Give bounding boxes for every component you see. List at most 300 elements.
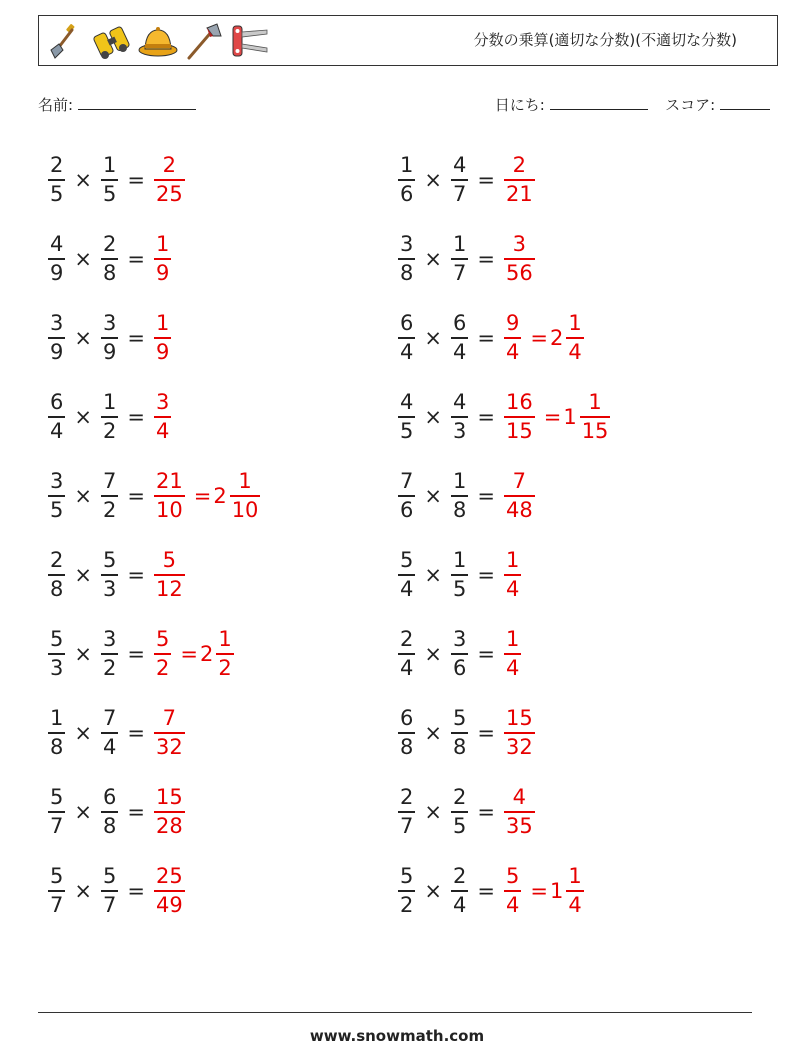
denominator: 4: [568, 892, 582, 917]
answer-fraction: [154, 547, 185, 601]
problem-row: [46, 140, 262, 219]
answer: [502, 468, 537, 522]
factor-b: [451, 705, 468, 759]
equals-sign: =: [127, 325, 145, 350]
numerator: 9: [505, 310, 520, 335]
mixed-whole: 1: [549, 878, 564, 903]
answer-equals-sign: =: [180, 641, 198, 666]
denominator: 6: [400, 181, 414, 206]
answer-fraction: [504, 705, 535, 759]
numerator: 1: [452, 547, 467, 572]
numerator: 5: [400, 863, 414, 888]
answer: [502, 784, 537, 838]
answer: [152, 389, 173, 443]
numerator: 2: [50, 547, 64, 572]
factor-a: [48, 626, 65, 680]
problem-row: [46, 535, 262, 614]
problem-row: [396, 456, 612, 535]
times-sign: ×: [424, 325, 442, 350]
numerator: 6: [452, 310, 467, 335]
problem-row: [396, 140, 612, 219]
mixed-fraction: [216, 626, 233, 680]
denominator: 9: [102, 339, 117, 364]
numerator: 21: [155, 468, 183, 493]
answer-fraction: [504, 547, 521, 601]
problem-row: [46, 693, 262, 772]
answer-fraction: [154, 468, 185, 522]
answer-equals-sign: =: [193, 483, 212, 508]
problems-right-column: [396, 140, 612, 930]
numerator: 3: [50, 310, 64, 335]
denominator: 4: [568, 339, 582, 364]
factor-a: [48, 547, 65, 601]
factor-b: [451, 626, 468, 680]
denominator: 5: [400, 418, 414, 443]
factor-b: [101, 468, 118, 522]
equals-sign: =: [477, 167, 495, 192]
numerator: 4: [452, 152, 467, 177]
equals-sign: =: [477, 325, 495, 350]
denominator: 4: [505, 339, 520, 364]
problem-row: [396, 693, 612, 772]
times-sign: ×: [424, 246, 442, 271]
answer-fraction: [154, 152, 185, 206]
name-blank[interactable]: [78, 95, 196, 110]
problems-left-column: [46, 140, 262, 930]
footer-divider: [38, 1012, 752, 1013]
answer-equals-sign: =: [543, 404, 562, 429]
problem-row: [396, 772, 612, 851]
factor-b: [451, 231, 468, 285]
factor-b: [101, 547, 118, 601]
answer: [152, 310, 173, 364]
numerator: 1: [568, 863, 582, 888]
times-sign: ×: [424, 720, 442, 745]
answer-fraction: [154, 784, 185, 838]
numerator: 7: [400, 468, 414, 493]
numerator: 6: [102, 784, 117, 809]
numerator: 2: [50, 152, 64, 177]
numerator: 4: [400, 389, 414, 414]
factor-a: [48, 389, 65, 443]
denominator: 8: [50, 576, 64, 601]
name-field: [38, 94, 196, 115]
denominator: 4: [102, 734, 117, 759]
factor-b: [451, 863, 468, 917]
equals-sign: =: [477, 799, 495, 824]
times-sign: ×: [74, 483, 92, 508]
numerator: 4: [50, 231, 64, 256]
denominator: 48: [505, 497, 533, 522]
footer-website: www.snowmath.com: [309, 1027, 485, 1045]
times-sign: ×: [74, 562, 92, 587]
factor-b: [101, 705, 118, 759]
factor-b: [451, 152, 468, 206]
header-icons: [45, 20, 271, 62]
date-label: 日にち:: [494, 96, 545, 114]
equals-sign: =: [127, 720, 145, 745]
answer: [502, 389, 612, 443]
factor-a: [398, 863, 415, 917]
numerator: 5: [162, 547, 177, 572]
equals-sign: =: [477, 483, 495, 508]
factor-a: [48, 705, 65, 759]
problem-row: [396, 614, 612, 693]
denominator: 9: [50, 260, 64, 285]
denominator: 56: [505, 260, 533, 285]
answer: [152, 705, 187, 759]
times-sign: ×: [74, 246, 92, 271]
numerator: 5: [102, 547, 117, 572]
times-sign: ×: [74, 641, 92, 666]
denominator: 4: [452, 339, 467, 364]
answer: [152, 547, 187, 601]
worksheet-header: [38, 15, 778, 66]
numerator: 2: [102, 231, 117, 256]
numerator: 16: [505, 389, 533, 414]
factor-a: [398, 152, 415, 206]
answer-fraction: [154, 389, 171, 443]
numerator: 6: [50, 389, 64, 414]
factor-b: [101, 310, 118, 364]
denominator: 35: [505, 813, 533, 838]
denominator: 4: [400, 576, 414, 601]
times-sign: ×: [74, 720, 92, 745]
times-sign: ×: [74, 325, 92, 350]
factor-b: [451, 784, 468, 838]
factor-b: [101, 152, 118, 206]
numerator: 1: [588, 389, 602, 414]
denominator: 4: [400, 655, 414, 680]
numerator: 1: [505, 626, 520, 651]
numerator: 15: [155, 784, 183, 809]
denominator: 3: [452, 418, 467, 443]
answer-fraction: [504, 152, 535, 206]
factor-a: [398, 784, 415, 838]
factor-b: [451, 547, 468, 601]
denominator: 15: [505, 418, 533, 443]
numerator: 25: [155, 863, 183, 888]
equals-sign: =: [127, 641, 145, 666]
mixed-whole: 1: [563, 404, 577, 429]
equals-sign: =: [127, 167, 145, 192]
denominator: 4: [505, 576, 520, 601]
denominator: 5: [102, 181, 117, 206]
numerator: 7: [102, 705, 117, 730]
answer: [152, 784, 187, 838]
answer-equals-sign: =: [530, 878, 548, 903]
numerator: 2: [162, 152, 177, 177]
factor-b: [101, 389, 118, 443]
denominator: 4: [505, 655, 520, 680]
factor-a: [398, 547, 415, 601]
numerator: 1: [452, 231, 467, 256]
denominator: 21: [505, 181, 533, 206]
denominator: 8: [400, 734, 414, 759]
numerator: 3: [155, 389, 170, 414]
numerator: 7: [162, 705, 177, 730]
problem-row: [396, 535, 612, 614]
numerator: 7: [512, 468, 527, 493]
factor-b: [451, 310, 468, 364]
denominator: 32: [155, 734, 183, 759]
numerator: 3: [512, 231, 527, 256]
mixed-fraction: [566, 310, 583, 364]
problem-row: [396, 377, 612, 456]
factor-a: [398, 389, 415, 443]
mixed-fraction: [566, 863, 583, 917]
mixed-whole: 2: [213, 483, 227, 508]
denominator: 5: [50, 497, 64, 522]
denominator: 2: [155, 655, 170, 680]
factor-b: [101, 784, 118, 838]
denominator: 2: [102, 497, 117, 522]
problem-row: [396, 298, 612, 377]
answer-fraction: [504, 389, 535, 443]
denominator: 4: [50, 418, 64, 443]
answer-fraction: [154, 310, 171, 364]
equals-sign: =: [127, 246, 145, 271]
equals-sign: =: [477, 246, 495, 271]
denominator: 49: [155, 892, 183, 917]
problem-row: [46, 614, 262, 693]
times-sign: ×: [424, 404, 442, 429]
numerator: 1: [452, 468, 467, 493]
denominator: 4: [400, 339, 414, 364]
denominator: 8: [102, 260, 117, 285]
shovel-icon: [45, 20, 87, 62]
answer: [502, 863, 586, 917]
numerator: 2: [452, 784, 467, 809]
factor-b: [101, 863, 118, 917]
times-sign: ×: [74, 167, 92, 192]
score-label: スコア:: [665, 96, 716, 114]
numerator: 4: [512, 784, 527, 809]
times-sign: ×: [74, 878, 92, 903]
denominator: 7: [452, 181, 467, 206]
date-blank[interactable]: [550, 95, 648, 110]
factor-a: [48, 231, 65, 285]
denominator: 28: [155, 813, 183, 838]
denominator: 15: [581, 418, 609, 443]
axe-icon: [183, 20, 225, 62]
problem-row: [46, 298, 262, 377]
numerator: 15: [505, 705, 533, 730]
answer: [502, 626, 523, 680]
answer: [152, 626, 236, 680]
equals-sign: =: [477, 878, 495, 903]
denominator: 9: [155, 339, 170, 364]
denominator: 4: [452, 892, 467, 917]
denominator: 8: [452, 497, 467, 522]
factor-b: [101, 231, 118, 285]
numerator: 1: [568, 310, 582, 335]
numerator: 3: [102, 626, 117, 651]
factor-a: [48, 863, 65, 917]
answer-equals-sign: =: [530, 325, 548, 350]
numerator: 7: [102, 468, 117, 493]
denominator: 4: [505, 892, 520, 917]
factor-a: [398, 231, 415, 285]
factor-b: [451, 389, 468, 443]
numerator: 3: [400, 231, 414, 256]
answer: [152, 468, 262, 522]
safari-hat-icon: [137, 20, 179, 62]
answer-fraction: [504, 626, 521, 680]
denominator: 9: [50, 339, 64, 364]
numerator: 5: [102, 863, 117, 888]
answer-fraction: [504, 231, 535, 285]
answer: [152, 863, 187, 917]
numerator: 5: [50, 784, 64, 809]
equals-sign: =: [127, 799, 145, 824]
problem-row: [46, 456, 262, 535]
denominator: 12: [155, 576, 183, 601]
denominator: 2: [102, 418, 117, 443]
numerator: 1: [505, 547, 520, 572]
factor-a: [48, 784, 65, 838]
answer: [502, 547, 523, 601]
numerator: 4: [452, 389, 467, 414]
answer-fraction: [504, 310, 521, 364]
problem-row: [396, 219, 612, 298]
name-label: 名前:: [38, 96, 74, 114]
numerator: 5: [155, 626, 170, 651]
numerator: 2: [512, 152, 527, 177]
times-sign: ×: [424, 483, 442, 508]
factor-a: [48, 468, 65, 522]
tape-measure-icon: [229, 20, 271, 62]
times-sign: ×: [424, 799, 442, 824]
denominator: 2: [400, 892, 414, 917]
times-sign: ×: [424, 878, 442, 903]
numerator: 3: [452, 626, 467, 651]
problem-row: [46, 851, 262, 930]
numerator: 1: [102, 389, 117, 414]
problem-row: [46, 377, 262, 456]
denominator: 25: [155, 181, 183, 206]
answer: [502, 152, 537, 206]
denominator: 2: [102, 655, 117, 680]
denominator: 6: [400, 497, 414, 522]
numerator: 1: [102, 152, 117, 177]
answer-fraction: [504, 784, 535, 838]
numerator: 3: [50, 468, 64, 493]
binoculars-icon: [91, 20, 133, 62]
answer-fraction: [504, 863, 521, 917]
numerator: 5: [452, 705, 467, 730]
numerator: 2: [400, 784, 414, 809]
factor-a: [398, 705, 415, 759]
numerator: 5: [50, 626, 64, 651]
denominator: 7: [50, 892, 64, 917]
equals-sign: =: [127, 562, 145, 587]
numerator: 1: [400, 152, 414, 177]
denominator: 5: [50, 181, 64, 206]
numerator: 5: [400, 547, 414, 572]
numerator: 6: [400, 310, 414, 335]
answer-fraction: [154, 626, 171, 680]
denominator: 5: [452, 813, 467, 838]
denominator: 8: [102, 813, 117, 838]
equals-sign: =: [477, 562, 495, 587]
denominator: 10: [231, 497, 259, 522]
denominator: 3: [102, 576, 117, 601]
denominator: 5: [452, 576, 467, 601]
numerator: 1: [155, 310, 170, 335]
factor-b: [451, 468, 468, 522]
factor-a: [398, 310, 415, 364]
times-sign: ×: [424, 641, 442, 666]
denominator: 7: [452, 260, 467, 285]
problem-row: [46, 219, 262, 298]
answer: [152, 231, 173, 285]
worksheet-title: 分数の乗算(適切な分数)(不適切な分数): [473, 31, 737, 49]
mixed-fraction: [580, 389, 611, 443]
answer-fraction: [154, 863, 185, 917]
factor-a: [398, 468, 415, 522]
equals-sign: =: [477, 641, 495, 666]
times-sign: ×: [424, 167, 442, 192]
denominator: 8: [400, 260, 414, 285]
denominator: 6: [452, 655, 467, 680]
denominator: 2: [218, 655, 232, 680]
problem-row: [46, 772, 262, 851]
numerator: 1: [50, 705, 64, 730]
mixed-fraction: [230, 468, 261, 522]
answer-fraction: [154, 231, 171, 285]
factor-a: [398, 626, 415, 680]
denominator: 8: [50, 734, 64, 759]
denominator: 10: [155, 497, 183, 522]
answer: [502, 231, 537, 285]
factor-a: [48, 310, 65, 364]
equals-sign: =: [127, 483, 145, 508]
numerator: 1: [238, 468, 252, 493]
answer-fraction: [504, 468, 535, 522]
answer: [152, 152, 187, 206]
numerator: 2: [452, 863, 467, 888]
numerator: 2: [400, 626, 414, 651]
denominator: 9: [155, 260, 170, 285]
answer: [502, 705, 537, 759]
equals-sign: =: [477, 404, 495, 429]
date-score-fields: [495, 94, 770, 115]
answer-fraction: [154, 705, 185, 759]
numerator: 6: [400, 705, 414, 730]
denominator: 8: [452, 734, 467, 759]
denominator: 3: [50, 655, 64, 680]
numerator: 5: [50, 863, 64, 888]
problem-row: [396, 851, 612, 930]
score-blank[interactable]: [720, 95, 770, 110]
numerator: 1: [155, 231, 170, 256]
mixed-whole: 2: [199, 641, 214, 666]
denominator: 7: [50, 813, 64, 838]
equals-sign: =: [477, 720, 495, 745]
times-sign: ×: [74, 404, 92, 429]
equals-sign: =: [127, 878, 145, 903]
numerator: 5: [505, 863, 520, 888]
denominator: 4: [155, 418, 170, 443]
denominator: 32: [505, 734, 533, 759]
factor-a: [48, 152, 65, 206]
times-sign: ×: [74, 799, 92, 824]
numerator: 1: [218, 626, 232, 651]
mixed-whole: 2: [549, 325, 564, 350]
times-sign: ×: [424, 562, 442, 587]
answer: [502, 310, 586, 364]
